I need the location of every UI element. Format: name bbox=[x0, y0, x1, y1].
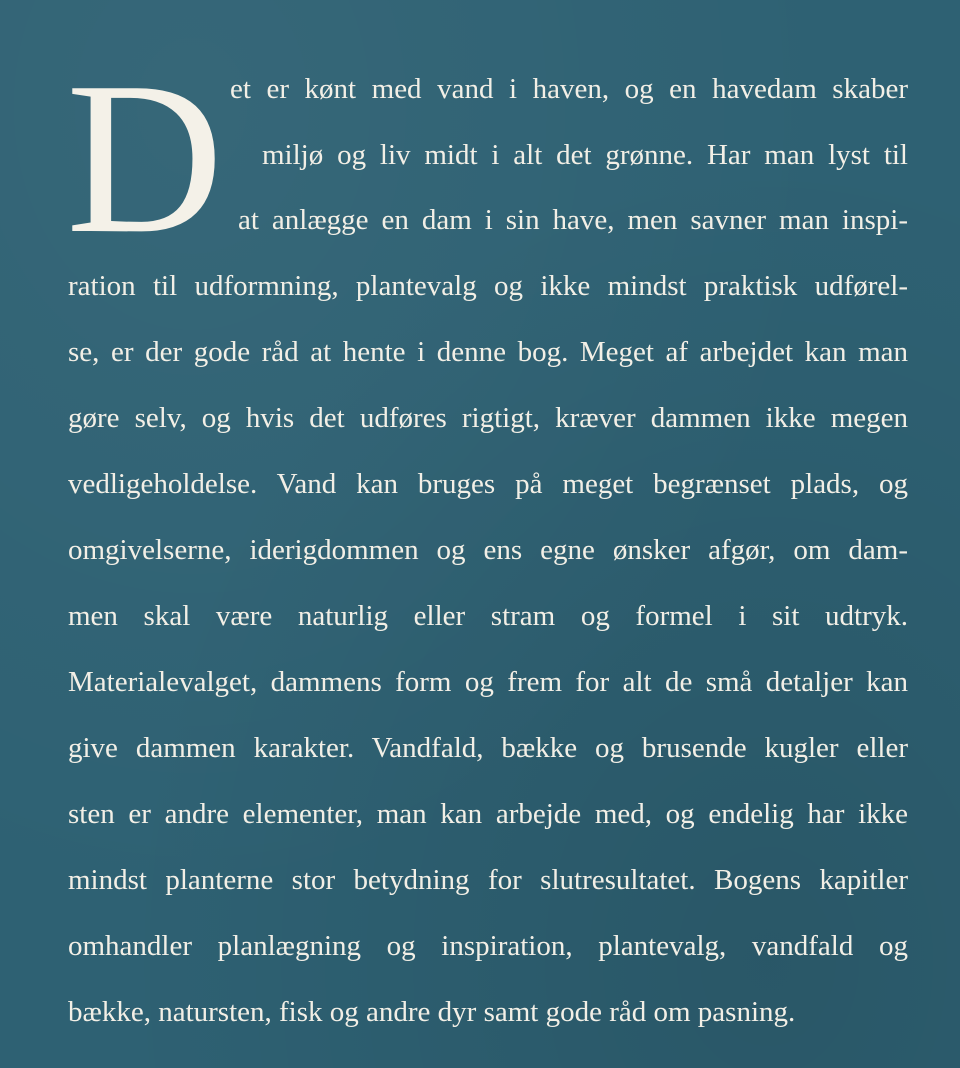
text-line-15: bække, natursten, fisk og andre dyr samt gode råd om pasning. bbox=[68, 996, 796, 1028]
text-line-7: vedligeholdelse. Vand kan bruges på meget begrænset plads, og bbox=[68, 468, 908, 500]
text-line-3: at anlægge en dam i sin have, men savner man inspi- bbox=[238, 204, 908, 236]
drop-cap: D bbox=[66, 38, 224, 279]
text-line-1: et er kønt med vand i haven, og en havedam skaber bbox=[230, 73, 908, 105]
text-line-5: se, er der gode råd at hente i denne bog. Meget af arbejdet kan man bbox=[68, 336, 908, 368]
text-line-8: omgivelserne, iderigdommen og ens egne ønsker afgør, om dam- bbox=[68, 534, 908, 566]
text-line-13: mindst planterne stor betydning for slutresultatet. Bogens kapitler bbox=[68, 864, 908, 896]
text-line-12: sten er andre elementer, man kan arbejde med, og endelig har ikke bbox=[68, 798, 908, 830]
text-line-10: Materialevalget, dammens form og frem for alt de små detaljer kan bbox=[68, 666, 908, 698]
text-line-4: ration til udformning, plantevalg og ikke mindst praktisk udførel- bbox=[68, 270, 908, 302]
text-line-9: men skal være naturlig eller stram og formel i sit udtryk. bbox=[68, 600, 908, 632]
text-line-11: give dammen karakter. Vandfald, bække og brusende kugler eller bbox=[68, 732, 908, 764]
text-line-2: miljø og liv midt i alt det grønne. Har man lyst til bbox=[262, 139, 908, 171]
text-line-6: gøre selv, og hvis det udføres rigtigt, kræver dammen ikke megen bbox=[68, 402, 908, 434]
text-line-14: omhandler planlægning og inspiration, plantevalg, vandfald og bbox=[68, 930, 908, 962]
